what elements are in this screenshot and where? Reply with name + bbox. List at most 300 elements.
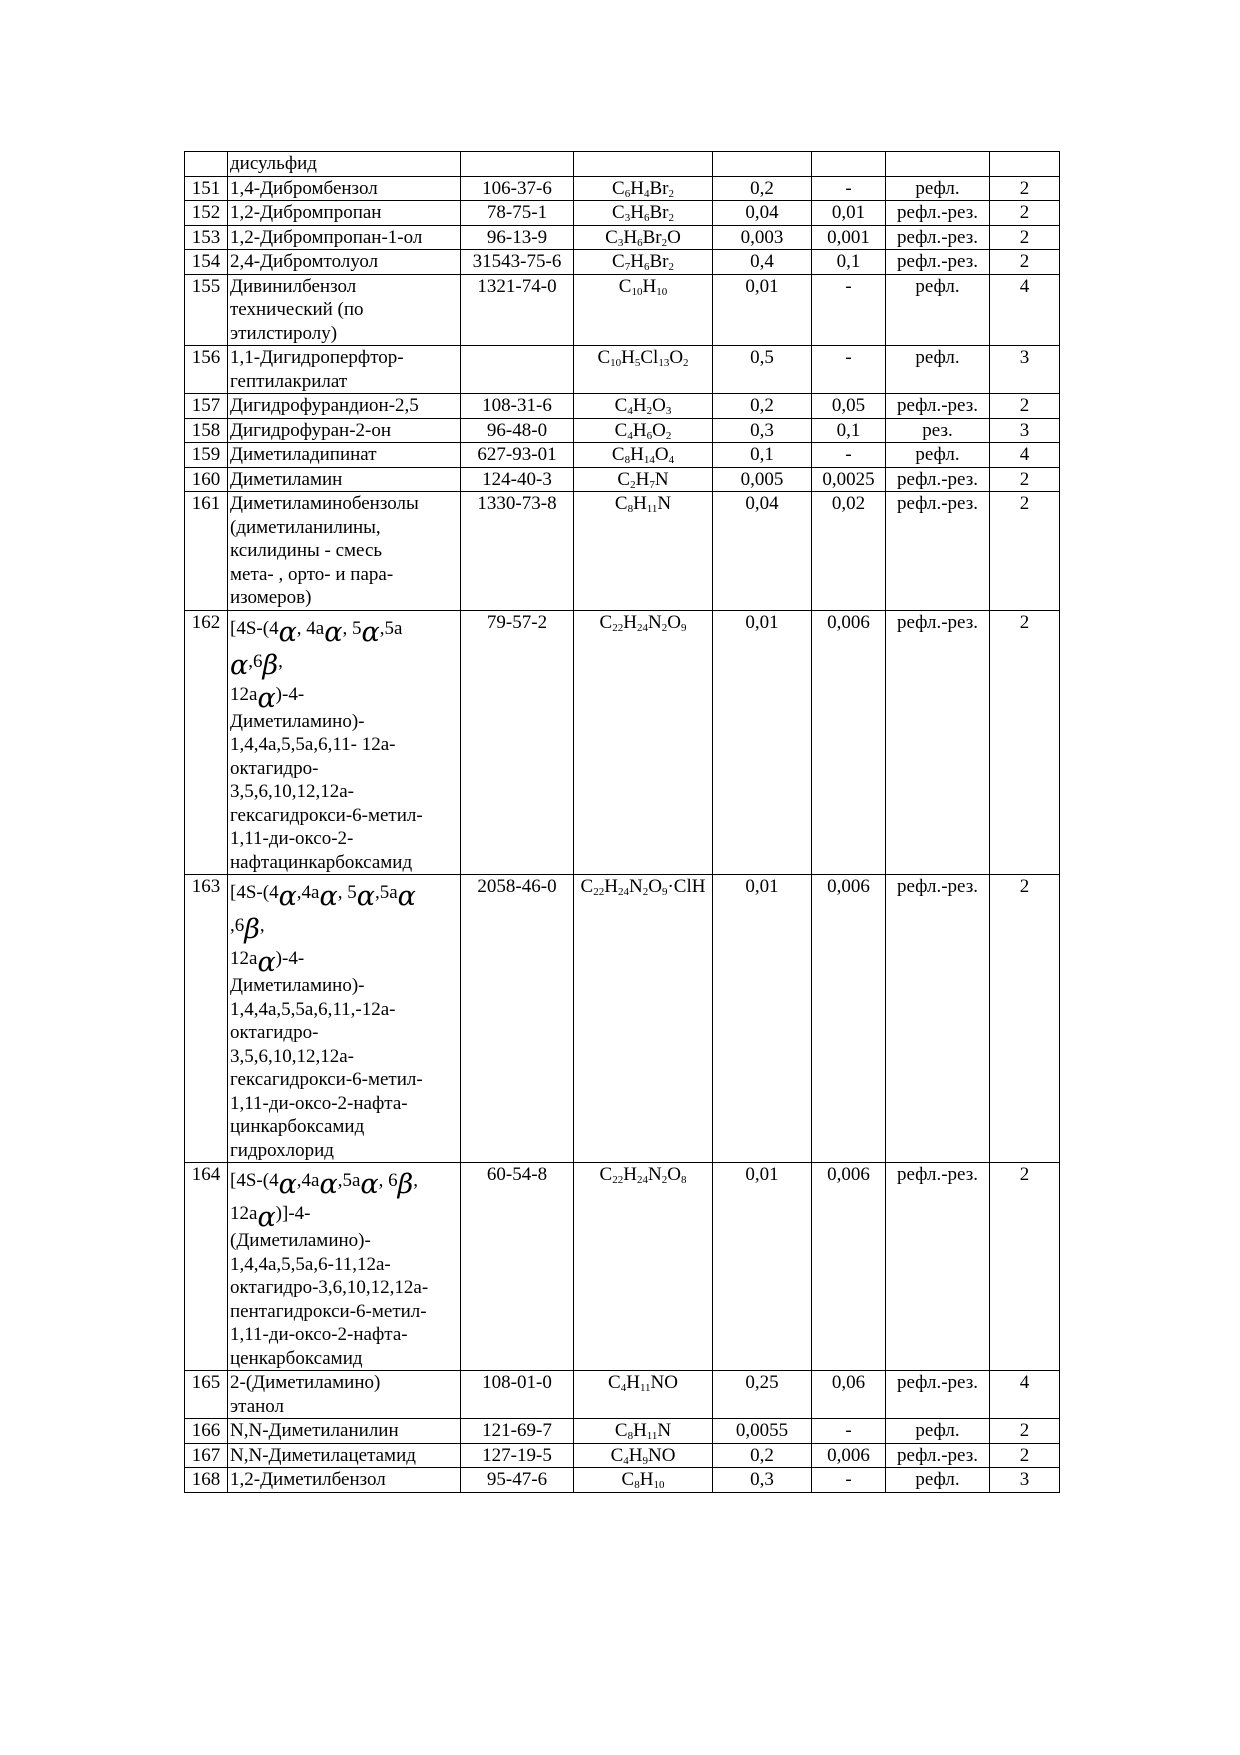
formula-subscript: 7 xyxy=(649,478,655,491)
value-avg-daily: 0,006 xyxy=(812,875,886,1163)
name-line: [4S-(4α,4aα,5aα, 6β, xyxy=(230,1169,418,1200)
formula-subscript: 4 xyxy=(623,1454,629,1467)
formula-subscript: 2 xyxy=(668,261,674,273)
cas-number xyxy=(461,152,574,177)
formula-element: C xyxy=(621,1469,635,1490)
formula-subscript: 6 xyxy=(637,236,643,249)
formula-subscript: 2 xyxy=(683,357,689,369)
aggregate-state: рефл.-рез. xyxy=(886,610,990,875)
name-line: нафтацинкарбоксамид xyxy=(230,851,413,873)
name-line: (Диметиламино)- xyxy=(230,1230,371,1251)
formula-subscript: 22 xyxy=(593,886,605,898)
table-row xyxy=(185,610,1060,875)
substance-name xyxy=(228,274,461,346)
alpha-symbol: α xyxy=(278,616,297,648)
aggregate-state: рефл. xyxy=(886,443,990,468)
formula-subscript: 6 xyxy=(643,261,650,273)
formula-element: NO xyxy=(650,1372,678,1393)
name-line: α,6β, xyxy=(230,649,283,681)
formula-element: H xyxy=(623,226,638,248)
table-row xyxy=(185,492,1060,611)
cas-number: 1330-73-8 xyxy=(461,492,574,611)
value-avg-daily: 0,001 xyxy=(812,225,886,250)
substance-name xyxy=(228,1371,461,1419)
value-avg-daily: 0,0025 xyxy=(812,467,886,492)
row-number: 163 xyxy=(185,875,228,1163)
value-avg-daily: 0,05 xyxy=(812,394,886,419)
row-number: 159 xyxy=(185,443,228,468)
formula-subscript: 11 xyxy=(646,503,658,515)
table-row xyxy=(185,225,1060,250)
name-line: Диметиламино)- xyxy=(230,975,365,996)
formula-subscript: 2 xyxy=(665,429,672,442)
table-row xyxy=(185,1419,1060,1444)
value-max-single: 0,005 xyxy=(713,467,812,492)
formula-subscript: 2 xyxy=(661,1174,668,1186)
row-number: 166 xyxy=(185,1419,228,1444)
alpha-symbol: α xyxy=(324,616,343,648)
name-line: цинкарбоксамид xyxy=(230,1116,365,1137)
name-line: этилстиролу) xyxy=(230,322,338,344)
name-line: октагидро-3,6,10,12,12a- xyxy=(230,1277,429,1298)
formula-subscript: 5 xyxy=(634,357,641,369)
table-body xyxy=(185,152,1060,1493)
table-row xyxy=(185,1443,1060,1468)
row-number: 152 xyxy=(185,201,228,226)
formula-subscript: 4 xyxy=(668,454,675,466)
name-line: этанол xyxy=(230,1395,285,1417)
chemical-formula xyxy=(574,1419,713,1444)
row-number: 160 xyxy=(185,467,228,492)
table-row xyxy=(185,152,1060,177)
formula-subscript: 10 xyxy=(653,1479,665,1491)
aggregate-state: рефл. xyxy=(886,176,990,201)
cas-number: 108-31-6 xyxy=(461,394,574,419)
formula-subscript: 7 xyxy=(624,261,631,273)
formula-element: H xyxy=(633,493,647,514)
beta-symbol: β xyxy=(244,914,260,945)
aggregate-state: рефл. xyxy=(886,1468,990,1493)
alpha-symbol: α xyxy=(257,682,276,714)
chemical-formula xyxy=(574,394,713,419)
row-number: 168 xyxy=(185,1468,228,1493)
name-line: (диметиланилины, xyxy=(230,516,381,538)
cas-number: 1321-74-0 xyxy=(461,274,574,346)
substance-name: 2,4-Дибромтолуол xyxy=(228,250,461,275)
substance-name: Диметиламин xyxy=(228,467,461,492)
row-number: 164 xyxy=(185,1163,228,1371)
formula-subscript: 3 xyxy=(665,405,672,417)
name-line: гексагидрокси-6-метил- xyxy=(230,1069,423,1090)
formula-element: Br xyxy=(642,226,662,248)
row-number: 153 xyxy=(185,225,228,250)
hazard-class xyxy=(990,152,1060,177)
formula-element: H xyxy=(626,1372,640,1393)
value-max-single: 0,25 xyxy=(713,1371,812,1419)
formula-element: C xyxy=(612,202,625,223)
name-line: Диметиламинобензолы xyxy=(230,493,419,514)
formula-subscript: 22 xyxy=(612,1174,624,1186)
formula-element: C xyxy=(614,395,628,416)
chemical-formula xyxy=(574,346,713,394)
name-line: 1,11-ди-оксо-2-нафта- xyxy=(230,1324,408,1345)
alpha-symbol: α xyxy=(257,1202,276,1233)
aggregate-state: рефл. xyxy=(886,1419,990,1444)
substance-name: 1,2-Дибромпропан-1-ол xyxy=(228,225,461,250)
formula-subscript: 24 xyxy=(617,886,629,898)
name-line: Дивинилбензол xyxy=(230,275,357,297)
row-number: 167 xyxy=(185,1443,228,1468)
formula-subscript: 4 xyxy=(627,429,633,442)
value-max-single: 0,0055 xyxy=(713,1419,812,1444)
formula-element: H xyxy=(630,444,644,465)
substance-name: Дигидрофуран-2-он xyxy=(228,418,461,443)
aggregate-state: рефл.-рез. xyxy=(886,1163,990,1371)
cas-number: 31543-75-6 xyxy=(461,250,574,275)
alpha-symbol: α xyxy=(278,881,297,912)
formula-subscript: 8 xyxy=(627,1430,634,1442)
formula-subscript: 10 xyxy=(656,285,668,298)
table-row xyxy=(185,875,1060,1163)
beta-symbol: β xyxy=(262,649,279,681)
value-max-single: 0,5 xyxy=(713,346,812,394)
formula-element: Br xyxy=(649,177,669,199)
cas-number: 124-40-3 xyxy=(461,467,574,492)
cas-number: 106-37-6 xyxy=(461,176,574,201)
cas-number: 96-48-0 xyxy=(461,418,574,443)
formula-subscript: 4 xyxy=(627,405,633,417)
chemical-formula xyxy=(574,1443,713,1468)
chemical-formula xyxy=(574,152,713,177)
row-number: 162 xyxy=(185,610,228,875)
substance-name: Дигидрофурандион-2,5 xyxy=(228,394,461,419)
name-line: 3,5,6,10,12,12a- xyxy=(230,1045,355,1067)
substance-name xyxy=(228,492,461,611)
formula-element: N xyxy=(628,876,643,897)
value-max-single: 0,3 xyxy=(713,418,812,443)
table-row xyxy=(185,443,1060,468)
value-avg-daily: - xyxy=(812,274,886,346)
substance-name: 1,4-Дибромбензол xyxy=(228,176,461,201)
value-avg-daily: 0,02 xyxy=(812,492,886,611)
substance-name: 1,2-Диметилбензол xyxy=(228,1468,461,1493)
chemical-formula xyxy=(574,443,713,468)
formula-subscript: 11 xyxy=(639,1382,651,1394)
name-line: [4S-(4α, 4aα, 5α,5a xyxy=(230,616,403,648)
formula-element: Br xyxy=(649,251,669,272)
value-max-single xyxy=(713,152,812,177)
value-avg-daily: 0,006 xyxy=(812,610,886,875)
formula-element: H xyxy=(639,1469,654,1490)
alpha-symbol: α xyxy=(230,649,249,681)
hazard-class: 2 xyxy=(990,394,1060,419)
name-line: 1,11-ди-оксо-2-нафта- xyxy=(230,1092,408,1114)
table-row xyxy=(185,1163,1060,1371)
alpha-symbol: α xyxy=(319,1169,338,1200)
formula-element: Cl xyxy=(640,347,659,368)
alpha-symbol: α xyxy=(257,947,276,978)
aggregate-state: рефл.-рез. xyxy=(886,492,990,611)
formula-element: C xyxy=(605,226,618,248)
row-number: 158 xyxy=(185,418,228,443)
name-line: [4S-(4α,4aα, 5α,5aα xyxy=(230,881,416,912)
formula-subscript: 8 xyxy=(634,1479,640,1491)
hazard-class: 2 xyxy=(990,250,1060,275)
formula-subscript: 6 xyxy=(646,429,653,442)
name-line: гидрохлорид xyxy=(230,1139,334,1161)
aggregate-state xyxy=(886,152,990,177)
cas-number: 60-54-8 xyxy=(461,1163,574,1371)
formula-element: O xyxy=(667,226,681,248)
formula-subscript: 11 xyxy=(646,1430,658,1442)
name-line: пентагидрокси-6-метил- xyxy=(230,1300,427,1322)
formula-element: C xyxy=(618,275,632,297)
aggregate-state: рефл.-рез. xyxy=(886,1443,990,1468)
formula-element: N xyxy=(647,1164,662,1185)
table-row xyxy=(185,346,1060,394)
aggregate-state: рефл.-рез. xyxy=(886,225,990,250)
formula-element: NO xyxy=(647,1444,676,1466)
table-row xyxy=(185,274,1060,346)
substance-name xyxy=(228,875,461,1163)
formula-element: H xyxy=(623,611,637,633)
formula-subscript: 9 xyxy=(642,1454,648,1467)
value-max-single: 0,1 xyxy=(713,443,812,468)
hazard-class: 2 xyxy=(990,610,1060,875)
aggregate-state: рефл.-рез. xyxy=(886,467,990,492)
cas-number: 96-13-9 xyxy=(461,225,574,250)
alpha-symbol: α xyxy=(361,616,380,648)
formula-subscript: 9 xyxy=(680,621,687,634)
formula-element: N xyxy=(657,493,672,514)
row-number: 165 xyxy=(185,1371,228,1419)
name-line: 12aα)]-4- xyxy=(230,1202,311,1233)
formula-element: N xyxy=(654,468,669,490)
cas-number: 79-57-2 xyxy=(461,610,574,875)
formula-element: C xyxy=(614,419,628,441)
formula-subscript: 2 xyxy=(646,405,653,417)
value-avg-daily xyxy=(812,152,886,177)
aggregate-state: рефл.-рез. xyxy=(886,875,990,1163)
alpha-symbol: α xyxy=(360,1169,379,1200)
name-line: 3,5,6,10,12,12a- xyxy=(230,781,355,802)
cas-number: 78-75-1 xyxy=(461,201,574,226)
row-number: 151 xyxy=(185,176,228,201)
formula-subscript: 2 xyxy=(642,886,649,898)
value-avg-daily: 0,01 xyxy=(812,201,886,226)
name-line: 1,4,4a,5,5a,6,11,-12a- xyxy=(230,998,396,1020)
chemical-formula xyxy=(574,1163,713,1371)
cas-number: 627-93-01 xyxy=(461,443,574,468)
formula-subscript: 4 xyxy=(620,1382,627,1394)
value-max-single: 0,01 xyxy=(713,1163,812,1371)
formula-subscript: 10 xyxy=(610,357,622,369)
table-row xyxy=(185,467,1060,492)
value-max-single: 0,003 xyxy=(713,225,812,250)
formula-element: N xyxy=(657,1420,672,1441)
chemical-formula xyxy=(574,250,713,275)
formula-element: H xyxy=(632,419,647,441)
formula-element: O xyxy=(667,1164,681,1185)
formula-subscript: 8 xyxy=(680,1174,687,1186)
substance-name: Диметиладипинат xyxy=(228,443,461,468)
chemical-formula xyxy=(574,875,713,1163)
name-line: октагидро- xyxy=(230,1022,319,1043)
value-max-single: 0,4 xyxy=(713,250,812,275)
formula-subscript: 3 xyxy=(624,212,631,224)
value-max-single: 0,01 xyxy=(713,875,812,1163)
formula-element: H xyxy=(630,202,644,223)
aggregate-state: рефл.-рез. xyxy=(886,250,990,275)
name-line: 1,4,4a,5,5a,6-11,12a- xyxy=(230,1253,391,1275)
value-avg-daily: - xyxy=(812,1419,886,1444)
formula-subscript: 8 xyxy=(624,454,631,466)
value-max-single: 0,3 xyxy=(713,1468,812,1493)
value-max-single: 0,2 xyxy=(713,394,812,419)
chemical-formula xyxy=(574,492,713,611)
formula-element: O xyxy=(667,611,681,633)
formula-subscript: 10 xyxy=(631,285,643,298)
name-line: октагидро- xyxy=(230,757,319,779)
formula-element: C xyxy=(614,493,628,514)
cas-number: 127-19-5 xyxy=(461,1443,574,1468)
hazard-class: 2 xyxy=(990,1443,1060,1468)
formula-subscript: 8 xyxy=(627,503,634,515)
formula-element: N xyxy=(647,611,662,633)
hazard-class: 4 xyxy=(990,1371,1060,1419)
formula-element: C xyxy=(610,1444,624,1466)
formula-element: C xyxy=(597,347,611,368)
value-avg-daily: 0,006 xyxy=(812,1163,886,1371)
value-avg-daily: 0,1 xyxy=(812,250,886,275)
formula-element: H xyxy=(628,1444,643,1466)
hazard-class: 2 xyxy=(990,492,1060,611)
name-line: ксилидины - смесь xyxy=(230,540,383,561)
name-line: 12aα)-4- xyxy=(230,947,305,978)
hazard-class: 2 xyxy=(990,1163,1060,1371)
formula-element: O xyxy=(648,876,662,897)
table-row xyxy=(185,176,1060,201)
cas-number: 95-47-6 xyxy=(461,1468,574,1493)
substances-table xyxy=(184,151,1060,1493)
row-number: 157 xyxy=(185,394,228,419)
value-max-single: 0,04 xyxy=(713,201,812,226)
hazard-class: 2 xyxy=(990,225,1060,250)
substance-name: N,N-Диметилацетамид xyxy=(228,1443,461,1468)
formula-subscript: 2 xyxy=(661,236,668,249)
formula-element: H xyxy=(635,468,650,490)
chemical-formula xyxy=(574,176,713,201)
row-number: 161 xyxy=(185,492,228,611)
formula-subscript: 2 xyxy=(668,212,674,224)
name-line: гексагидрокси-6-метил- xyxy=(230,804,423,826)
cas-number xyxy=(461,346,574,394)
formula-subscript: 6 xyxy=(624,187,631,200)
formula-subscript: 2 xyxy=(668,187,674,200)
formula-element: C xyxy=(614,1420,628,1441)
formula-subscript: 3 xyxy=(617,236,624,249)
value-max-single: 0,01 xyxy=(713,610,812,875)
substance-name xyxy=(228,346,461,394)
formula-element: Br xyxy=(649,202,669,223)
value-max-single: 0,01 xyxy=(713,274,812,346)
cas-number: 2058-46-0 xyxy=(461,875,574,1163)
table-row xyxy=(185,394,1060,419)
name-line: 1,1-Дигидроперфтор- xyxy=(230,347,404,368)
formula-element: O xyxy=(652,395,666,416)
formula-element: H xyxy=(630,251,644,272)
table-row xyxy=(185,1468,1060,1493)
formula-element: C xyxy=(608,1372,621,1393)
formula-element: H xyxy=(623,1164,637,1185)
value-avg-daily: - xyxy=(812,176,886,201)
substance-name: дисульфид xyxy=(228,152,461,177)
cas-number: 108-01-0 xyxy=(461,1371,574,1419)
table-row xyxy=(185,201,1060,226)
aggregate-state: рефл.-рез. xyxy=(886,201,990,226)
name-line: технический (по xyxy=(230,299,364,320)
hazard-class: 2 xyxy=(990,875,1060,1163)
name-line: Диметиламино)- xyxy=(230,710,365,732)
aggregate-state: рефл.-рез. xyxy=(886,394,990,419)
formula-subscript: 9 xyxy=(661,886,668,898)
hazard-class: 2 xyxy=(990,1419,1060,1444)
substance-name xyxy=(228,1163,461,1371)
aggregate-state: рефл. xyxy=(886,274,990,346)
hazard-class: 2 xyxy=(990,201,1060,226)
formula-element: C xyxy=(611,444,625,465)
name-line: изомеров) xyxy=(230,587,312,608)
alpha-symbol: α xyxy=(278,1169,297,1200)
chemical-formula xyxy=(574,274,713,346)
hazard-class: 4 xyxy=(990,443,1060,468)
name-line: 1,4,4a,5,5a,6,11- 12a- xyxy=(230,734,396,755)
name-line: 12aα)-4- xyxy=(230,682,305,714)
formula-element: C xyxy=(612,251,625,272)
alpha-symbol: α xyxy=(356,881,375,912)
formula-subscript: 22 xyxy=(612,621,624,634)
alpha-symbol: α xyxy=(397,881,416,912)
formula-element: H xyxy=(621,347,635,368)
chemical-formula xyxy=(574,610,713,875)
hazard-class: 3 xyxy=(990,346,1060,394)
table-row xyxy=(185,418,1060,443)
row-number: 156 xyxy=(185,346,228,394)
name-line: гептилакрилат xyxy=(230,370,348,392)
substance-name: 1,2-Дибромпропан xyxy=(228,201,461,226)
name-line: 2-(Диметиламино) xyxy=(230,1372,381,1393)
chemical-formula xyxy=(574,467,713,492)
formula-element: H xyxy=(642,275,657,297)
name-line: ,6β, xyxy=(230,914,265,945)
value-avg-daily: - xyxy=(812,346,886,394)
value-avg-daily: 0,006 xyxy=(812,1443,886,1468)
value-max-single: 0,2 xyxy=(713,1443,812,1468)
value-max-single: 0,2 xyxy=(713,176,812,201)
formula-element: H xyxy=(630,177,644,199)
chemical-formula xyxy=(574,1468,713,1493)
formula-subscript: 2 xyxy=(630,478,636,491)
substance-name: N,N-Диметиланилин xyxy=(228,1419,461,1444)
formula-subscript: 13 xyxy=(658,357,670,369)
name-line: 1,11-ди-оксо-2- xyxy=(230,828,354,849)
alpha-symbol: α xyxy=(319,881,338,912)
name-line: мета- , орто- и пара- xyxy=(230,563,394,585)
formula-element: O xyxy=(652,419,666,441)
table-row xyxy=(185,1371,1060,1419)
formula-element: H xyxy=(632,395,647,416)
formula-subscript: 2 xyxy=(661,621,668,634)
